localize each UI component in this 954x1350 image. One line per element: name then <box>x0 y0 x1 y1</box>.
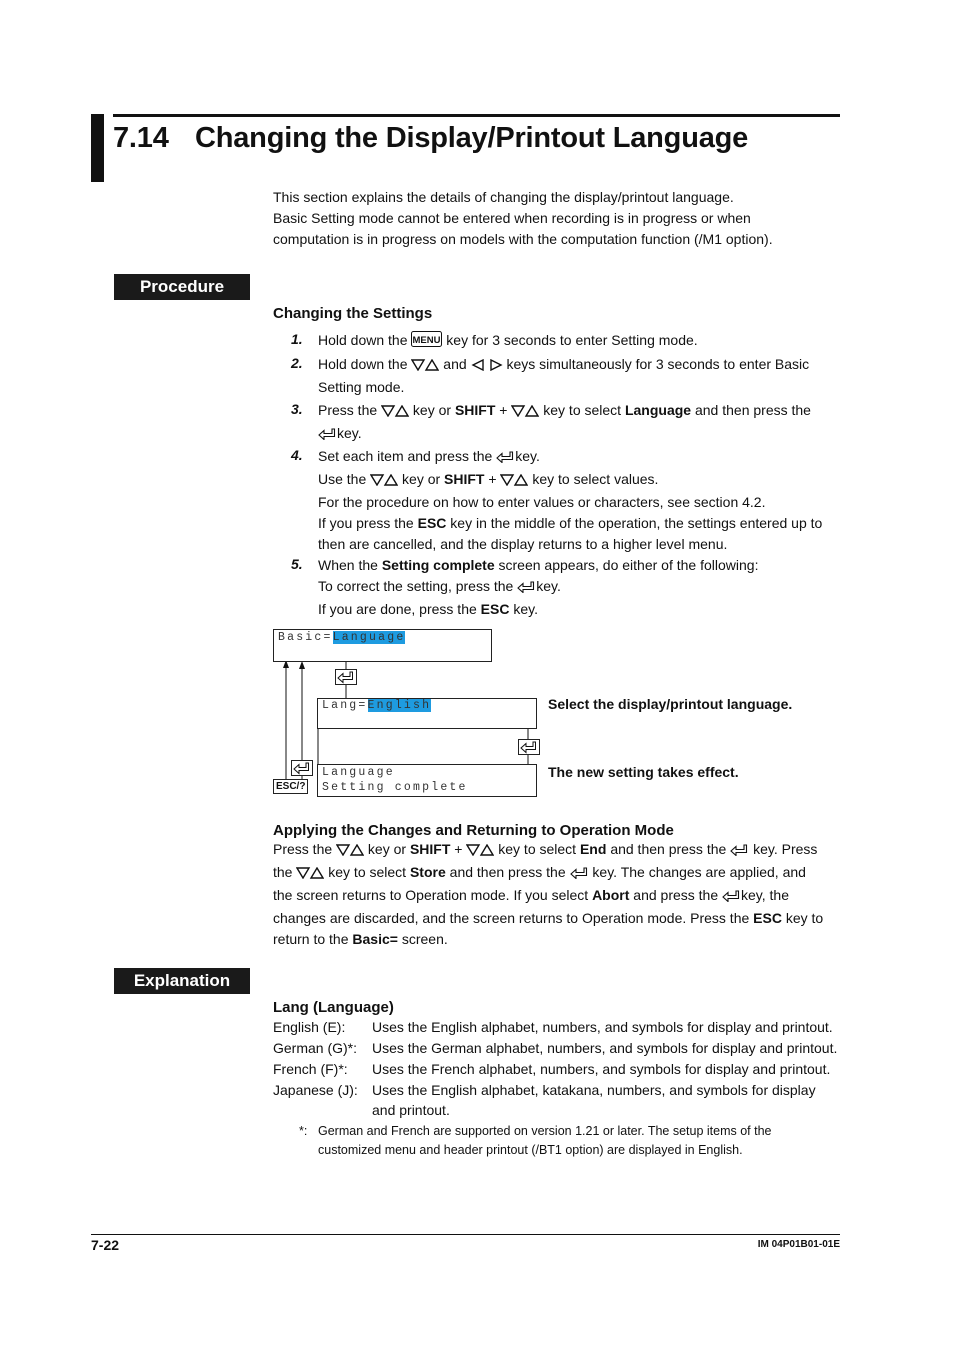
step-text: and <box>443 356 467 372</box>
enter-key-box <box>335 669 357 685</box>
step-text: If you press the <box>318 515 414 531</box>
step-text: Hold down the <box>318 356 408 372</box>
down-up-keys-icon <box>381 402 409 423</box>
step-text: Setting mode. <box>318 379 405 395</box>
down-up-keys-icon <box>370 471 398 492</box>
lcd-text: Language <box>322 766 395 779</box>
document-id: IM 04P01B01-01E <box>757 1239 840 1250</box>
changing-heading: Changing the Settings <box>273 305 433 322</box>
step-text: key or <box>402 471 441 487</box>
body-text: key to select <box>328 864 407 880</box>
body-text: the <box>273 864 293 880</box>
footnote-mark: *: <box>299 1124 308 1138</box>
step-text: keys simultaneously for 3 seconds to enter Basic <box>506 356 810 372</box>
footnote-line: German and French are supported on version 1.21 or later. The setup items of the <box>318 1124 772 1138</box>
down-up-keys-icon <box>500 471 528 492</box>
step-number: 5. <box>291 556 303 572</box>
lcd-screen-lang <box>317 698 537 729</box>
lang-row <box>273 1059 830 1080</box>
body-text: key or <box>367 841 407 857</box>
step-text: key to select values. <box>532 471 659 487</box>
down-up-keys-icon <box>336 841 364 862</box>
shift-key-text: SHIFT <box>444 471 485 487</box>
menu-key-icon <box>411 331 442 353</box>
shift-key-text: SHIFT <box>454 402 496 418</box>
lang-desc: Uses the English alphabet, katakana, numbers, and symbols for display <box>372 1082 816 1098</box>
lang-key: Japanese (J): <box>273 1082 358 1098</box>
lang-key: French (F)*: <box>273 1061 348 1077</box>
body-text: key to <box>785 910 824 926</box>
title-rule <box>113 114 840 117</box>
lcd-text: Lang= <box>322 699 368 712</box>
intro-line: Basic Setting mode cannot be entered when recording is in progress or when <box>273 210 751 226</box>
enter-key-box <box>291 760 313 776</box>
step-text: Use the <box>318 471 367 487</box>
left-right-keys-icon <box>471 356 503 377</box>
down-up-keys-icon <box>466 841 494 862</box>
step-text: key for 3 seconds to enter Setting mode. <box>446 332 698 348</box>
page-number: 7-22 <box>91 1237 120 1253</box>
abort-term: Abort <box>592 887 630 903</box>
step-text: For the procedure on how to enter values or characters, see section 4.2. <box>318 494 766 510</box>
step-text: key in the middle of the operation, the settings entered up to <box>450 515 823 531</box>
step-text: key. <box>513 601 538 617</box>
language-term: Language <box>624 402 692 418</box>
store-term: Store <box>409 864 446 880</box>
lcd-highlight: Language <box>332 631 406 644</box>
body-text: screen. <box>401 931 448 947</box>
step-number: 3. <box>291 401 303 417</box>
lang-row <box>273 1080 816 1101</box>
lcd-text: Setting complete <box>322 781 468 794</box>
enter-key-icon <box>318 425 337 446</box>
enter-key-icon <box>336 670 356 684</box>
title-bar <box>91 114 104 182</box>
end-term: End <box>579 841 607 857</box>
plus-sign: + <box>454 841 463 857</box>
step-text: key or <box>412 402 452 418</box>
lang-key: English (E): <box>273 1019 346 1035</box>
intro-text <box>273 187 773 250</box>
section-number: 7.14 <box>113 122 169 154</box>
step-number: 2. <box>291 355 303 371</box>
procedure-label: Procedure <box>114 274 250 300</box>
shift-key-text: SHIFT <box>409 841 451 857</box>
plus-sign: + <box>499 402 508 418</box>
intro-line: computation is in progress on models with the computation function (/M1 option). <box>273 231 773 247</box>
applying-text <box>273 839 843 950</box>
lang-row-continued: and printout. <box>372 1102 450 1118</box>
step-text: key to select <box>543 402 622 418</box>
body-text: the screen returns to Operation mode. If you select <box>273 887 589 903</box>
enter-key-icon <box>519 740 539 754</box>
step-text: To correct the setting, press the <box>318 578 514 594</box>
diagram-note: The new setting takes effect. <box>548 764 739 780</box>
lang-key: German (G)*: <box>273 1040 358 1056</box>
step-text: key. <box>536 578 561 594</box>
enter-key-box <box>518 739 540 755</box>
intro-line: This section explains the details of changing the display/printout language. <box>273 189 734 205</box>
esc-key-text: ESC <box>417 515 447 531</box>
step-4 <box>318 446 843 555</box>
page-title <box>113 122 748 155</box>
lcd-screen-complete <box>317 764 537 797</box>
esc-key-text: ESC <box>753 910 782 926</box>
enter-key-icon <box>570 864 589 885</box>
body-text: return to the <box>273 931 349 947</box>
down-up-keys-icon <box>411 356 439 377</box>
step-5 <box>318 555 843 620</box>
step-text: screen appears, do either of the following: <box>498 557 759 573</box>
lang-row <box>273 1017 833 1038</box>
step-text: When the <box>318 557 378 573</box>
lang-desc: Uses the French alphabet, numbers, and symbols for display and printout. <box>372 1061 831 1077</box>
applying-heading: Applying the Changes and Returning to Operation Mode <box>273 822 674 839</box>
step-text: and then press the <box>694 402 811 418</box>
footer-rule <box>91 1234 840 1235</box>
down-up-keys-icon <box>511 402 539 423</box>
body-text: key to select <box>498 841 577 857</box>
step-text: key. <box>337 425 362 441</box>
lang-heading: Lang (Language) <box>273 999 394 1016</box>
step-text: then are cancelled, and the display returns to a higher level menu. <box>318 536 728 552</box>
setting-complete-term: Setting complete <box>381 557 495 573</box>
lang-desc: Uses the German alphabet, numbers, and symbols for display and printout. <box>372 1040 838 1056</box>
body-text: key. Press <box>753 841 818 857</box>
basic-term: Basic= <box>352 931 398 947</box>
lcd-screen-basic <box>273 629 492 662</box>
body-text: changes are discarded, and the screen returns to Operation mode. Press the <box>273 910 750 926</box>
enter-key-icon <box>722 887 741 908</box>
step-text: key. <box>515 448 540 464</box>
lcd-text: Basic= <box>278 631 333 644</box>
step-number: 1. <box>291 331 303 347</box>
lang-row <box>273 1038 837 1059</box>
footnote-line: customized menu and header printout (/BT1 option) are displayed in English. <box>318 1143 743 1157</box>
step-2 <box>318 354 843 398</box>
enter-key-icon <box>292 761 312 775</box>
down-up-keys-icon <box>296 864 324 885</box>
body-text: and press the <box>633 887 719 903</box>
esc-key-text: ESC <box>480 601 510 617</box>
body-text: key. The changes are applied, and <box>592 864 806 880</box>
step-text: Hold down the <box>318 332 408 348</box>
footnote-text <box>318 1122 843 1160</box>
esc-key-box: ESC/? <box>273 779 308 794</box>
body-text: and then press the <box>449 864 566 880</box>
body-text: Press the <box>273 841 333 857</box>
step-text: Set each item and press the <box>318 448 493 464</box>
step-number: 4. <box>291 447 303 463</box>
plus-sign: + <box>488 471 497 487</box>
step-text: If you are done, press the <box>318 601 477 617</box>
body-text: and then press the <box>610 841 727 857</box>
step-3 <box>318 400 843 446</box>
section-title: Changing the Display/Printout Language <box>195 122 749 154</box>
lcd-highlight: English <box>367 699 432 712</box>
explanation-label: Explanation <box>114 968 250 994</box>
enter-key-icon <box>517 578 536 599</box>
menu-key-label: MENU <box>412 335 441 346</box>
enter-key-icon <box>730 841 749 862</box>
diagram-note: Select the display/printout language. <box>548 696 793 712</box>
step-1 <box>318 330 843 353</box>
enter-key-icon <box>496 448 515 469</box>
body-text: key, the <box>741 887 790 903</box>
step-text: Press the <box>318 402 378 418</box>
lang-desc: Uses the English alphabet, numbers, and symbols for display and printout. <box>372 1019 833 1035</box>
